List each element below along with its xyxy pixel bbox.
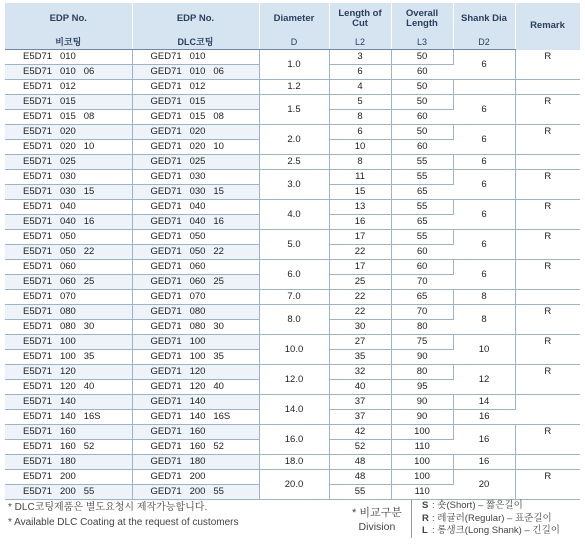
edp-cell: E5D71 020 10 (5, 140, 132, 155)
shank-dia-cell: 8 (453, 290, 515, 305)
diameter-cell: 8.0 (259, 305, 329, 335)
length-cut-cell: 22 (329, 305, 391, 320)
remark-cell: R (515, 95, 580, 125)
shank-dia-header: Shank Dia (453, 3, 515, 34)
edp-cell: E5D71 050 (5, 230, 132, 245)
legend-text: : 숏(Short) – 짧은길이 (432, 500, 523, 511)
dlc-cell: GED71 040 (132, 200, 259, 215)
dlc-cell: GED71 010 (132, 50, 259, 65)
remark-cell (515, 455, 580, 470)
diameter-cell: 14.0 (259, 395, 329, 425)
dlc-cell: GED71 200 55 (132, 485, 259, 500)
edp-cell: E5D71 050 22 (5, 245, 132, 260)
overall-length-cell: 50 (391, 95, 453, 110)
remark-cell: R (515, 335, 580, 365)
dlc-cell: GED71 180 (132, 455, 259, 470)
remark-cell: R (515, 230, 580, 260)
length-cut-cell: 30 (329, 320, 391, 335)
shank-dia-cell: 6 (453, 170, 515, 200)
overall-length-cell: 60 (391, 140, 453, 155)
shank-dia-cell: 6 (453, 200, 515, 230)
edp-cell: E5D71 012 (5, 80, 132, 95)
diameter-header: Diameter (259, 3, 329, 34)
overall-length-cell: 110 (391, 440, 453, 455)
overall-length-cell: 60 (391, 260, 453, 275)
table-row (5, 470, 580, 485)
shank-dia-cell: 6 (453, 155, 515, 170)
diameter-cell: 4.0 (259, 200, 329, 230)
diameter-cell: 5.0 (259, 230, 329, 260)
table-row (5, 155, 580, 170)
length-cut-cell: 25 (329, 275, 391, 290)
edp-cell: E5D71 120 (5, 365, 132, 380)
diameter-subheader: D (259, 34, 329, 50)
dlc-cell: GED71 160 52 (132, 440, 259, 455)
shank-dia-cell: 6 (453, 95, 515, 125)
overall-length-cell: 65 (391, 215, 453, 230)
legend-code: L (422, 525, 428, 536)
dlc-cell: GED71 080 (132, 305, 259, 320)
length-cut-cell: 17 (329, 230, 391, 245)
dlc-cell: GED71 030 (132, 170, 259, 185)
dlc-cell: GED71 015 (132, 95, 259, 110)
legend-code: S (422, 500, 429, 511)
overall-length-cell: 60 (391, 65, 453, 80)
length-cut-cell: 35 (329, 350, 391, 365)
diameter-cell: 7.0 (259, 290, 329, 305)
table-row (5, 95, 580, 110)
table-row (5, 290, 580, 305)
edp-cell: E5D71 140 16S (5, 410, 132, 425)
edp-cell: E5D71 070 (5, 290, 132, 305)
length-cut-cell: 8 (329, 155, 391, 170)
diameter-cell: 18.0 (259, 455, 329, 470)
length-cut-cell: 55 (329, 485, 391, 500)
length-cut-cell: 4 (329, 80, 391, 95)
table-row (5, 80, 580, 95)
overall-length-cell: 65 (391, 185, 453, 200)
dlc-cell: GED71 080 30 (132, 320, 259, 335)
table-row (5, 230, 580, 245)
shank-dia-cell: 12 (453, 365, 515, 395)
edp-subheader: 비코팅 (5, 34, 132, 50)
overall-length-cell: 70 (391, 275, 453, 290)
legend-item (422, 500, 560, 513)
overall-length-cell: 50 (391, 80, 453, 95)
table-row (5, 125, 580, 140)
footnote-english: * Available DLC Coating at the request of customers (8, 517, 239, 528)
length-cut-cell: 13 (329, 200, 391, 215)
dlc-header: EDP No. (132, 3, 259, 34)
table-row (5, 335, 580, 350)
edp-cell: E5D71 030 (5, 170, 132, 185)
edp-cell: E5D71 040 (5, 200, 132, 215)
dlc-cell: GED71 060 25 (132, 275, 259, 290)
dlc-cell: GED71 070 (132, 290, 259, 305)
edp-cell: E5D71 140 (5, 395, 132, 410)
table-row (5, 200, 580, 215)
overall-length-cell: 65 (391, 290, 453, 305)
remark-cell: R (515, 305, 580, 335)
division-legend (411, 500, 560, 538)
edp-cell: E5D71 015 (5, 95, 132, 110)
edp-cell: E5D71 040 16 (5, 215, 132, 230)
dlc-cell: GED71 160 (132, 425, 259, 440)
length-cut-cell: 42 (329, 425, 391, 440)
edp-cell: E5D71 200 (5, 470, 132, 485)
overall-length-subheader: L3 (391, 34, 453, 50)
table-row (5, 365, 580, 380)
edp-cell: E5D71 060 (5, 260, 132, 275)
remark-cell: R (515, 260, 580, 290)
length-cut-cell: 48 (329, 455, 391, 470)
length-cut-cell: 6 (329, 125, 391, 140)
shank-dia-cell: 6 (453, 260, 515, 290)
remark-cell (515, 155, 580, 170)
overall-length-header: Overall Length (391, 3, 453, 34)
dlc-cell: GED71 050 22 (132, 245, 259, 260)
table-row (5, 50, 580, 65)
edp-cell: E5D71 025 (5, 155, 132, 170)
diameter-cell: 2.0 (259, 125, 329, 155)
edp-header: EDP No. (5, 3, 132, 34)
diameter-cell: 16.0 (259, 425, 329, 455)
overall-length-cell: 80 (391, 365, 453, 380)
dlc-cell: GED71 020 (132, 125, 259, 140)
overall-length-cell: 90 (391, 350, 453, 365)
table-row (5, 170, 580, 185)
edp-cell: E5D71 010 06 (5, 65, 132, 80)
length-cut-cell: 10 (329, 140, 391, 155)
shank-dia-cell: 16 (453, 425, 515, 455)
diameter-cell: 12.0 (259, 365, 329, 395)
dlc-cell: GED71 060 (132, 260, 259, 275)
dlc-cell: GED71 012 (132, 80, 259, 95)
length-cut-cell: 17 (329, 260, 391, 275)
shank-dia-cell: 16 (453, 455, 515, 470)
dlc-cell: GED71 025 (132, 155, 259, 170)
shank-dia-subheader: D2 (453, 34, 515, 50)
shank-dia-cell: 6 (453, 125, 515, 155)
dlc-cell: GED71 140 16S (132, 410, 259, 425)
footnotes (8, 500, 239, 530)
table-row (5, 455, 580, 470)
diameter-cell: 6.0 (259, 260, 329, 290)
dlc-cell: GED71 015 08 (132, 110, 259, 125)
table-row (5, 260, 580, 275)
edp-cell: E5D71 030 15 (5, 185, 132, 200)
legend-text: : 레귤러(Regular) – 표준길이 (432, 512, 552, 524)
overall-length-cell: 60 (391, 110, 453, 125)
length-cut-cell: 16 (329, 215, 391, 230)
remark-cell: R (515, 425, 580, 455)
shank-dia-cell: 10 (453, 335, 515, 365)
dlc-cell: GED71 020 10 (132, 140, 259, 155)
spec-table (5, 3, 581, 500)
overall-length-cell: 55 (391, 200, 453, 215)
dlc-cell: GED71 140 (132, 395, 259, 410)
edp-cell: E5D71 010 (5, 50, 132, 65)
remark-cell: R (515, 170, 580, 200)
shank-dia-cell: 8 (453, 305, 515, 335)
remark-header: Remark (515, 3, 580, 50)
division-label-korean: * 비교구분 (352, 507, 402, 519)
length-cut-cell: 5 (329, 95, 391, 110)
remark-cell: R (515, 200, 580, 230)
length-cut-cell: 32 (329, 365, 391, 380)
dlc-cell: GED71 120 (132, 365, 259, 380)
length-cut-cell: 22 (329, 290, 391, 305)
edp-cell: E5D71 020 (5, 125, 132, 140)
length-cut-cell: 15 (329, 185, 391, 200)
dlc-cell: GED71 050 (132, 230, 259, 245)
diameter-cell: 10.0 (259, 335, 329, 365)
edp-cell: E5D71 080 (5, 305, 132, 320)
table-row (5, 305, 580, 320)
edp-cell: E5D71 060 25 (5, 275, 132, 290)
division-label-english: Division (358, 521, 396, 533)
overall-length-cell: 95 (391, 380, 453, 395)
legend-code: R (422, 512, 429, 524)
overall-length-cell: 60 (391, 245, 453, 260)
edp-cell: E5D71 180 (5, 455, 132, 470)
shank-dia-cell (453, 80, 515, 95)
edp-cell: E5D71 100 35 (5, 350, 132, 365)
dlc-cell: GED71 100 (132, 335, 259, 350)
diameter-cell: 1.2 (259, 80, 329, 95)
remark-cell: R (515, 365, 580, 395)
shank-dia-cell: 14 (453, 395, 515, 410)
remark-cell (515, 395, 580, 425)
overall-length-cell: 55 (391, 230, 453, 245)
spec-body (5, 50, 580, 500)
edp-cell: E5D71 160 (5, 425, 132, 440)
length-cut-cell: 3 (329, 50, 391, 65)
remark-cell (515, 290, 580, 305)
overall-length-cell: 70 (391, 305, 453, 320)
length-cut-cell: 37 (329, 410, 391, 425)
length-cut-cell: 48 (329, 470, 391, 485)
length-cut-cell: 6 (329, 65, 391, 80)
edp-cell: E5D71 200 55 (5, 485, 132, 500)
diameter-cell: 3.0 (259, 170, 329, 200)
edp-cell: E5D71 015 08 (5, 110, 132, 125)
overall-length-cell: 50 (391, 50, 453, 65)
diameter-cell: 1.0 (259, 50, 329, 80)
overall-length-cell: 110 (391, 485, 453, 500)
overall-length-cell: 50 (391, 125, 453, 140)
shank-dia-cell: 6 (453, 230, 515, 260)
edp-cell: E5D71 160 52 (5, 440, 132, 455)
dlc-cell: GED71 200 (132, 470, 259, 485)
legend-text: : 롱생크(Long Shank) – 긴길이 (432, 525, 560, 536)
overall-length-cell: 90 (391, 410, 453, 425)
edp-cell: E5D71 080 30 (5, 320, 132, 335)
dlc-cell: GED71 120 40 (132, 380, 259, 395)
edp-cell: E5D71 100 (5, 335, 132, 350)
overall-length-cell: 80 (391, 320, 453, 335)
remark-cell: R (515, 50, 580, 80)
diameter-cell: 2.5 (259, 155, 329, 170)
length-cut-cell: 52 (329, 440, 391, 455)
overall-length-cell: 100 (391, 425, 453, 440)
division-label (352, 506, 402, 534)
remark-cell (515, 80, 580, 95)
length-cut-cell: 8 (329, 110, 391, 125)
diameter-cell: 1.5 (259, 95, 329, 125)
shank-dia-cell: 20 (453, 470, 515, 500)
edp-cell: E5D71 120 40 (5, 380, 132, 395)
dlc-cell: GED71 010 06 (132, 65, 259, 80)
overall-length-cell: 55 (391, 170, 453, 185)
overall-length-cell: 90 (391, 395, 453, 410)
shank-dia-cell: 6 (453, 50, 515, 80)
footnote-korean: * DLC코팅제품은 별도요청시 제작가능합니다. (8, 502, 208, 513)
length-cut-cell: 37 (329, 395, 391, 410)
remark-cell: R (515, 470, 580, 500)
length-cut-cell: 22 (329, 245, 391, 260)
overall-length-cell: 100 (391, 470, 453, 485)
length-cut-cell: 27 (329, 335, 391, 350)
remark-cell: R (515, 125, 580, 155)
dlc-cell: GED71 030 15 (132, 185, 259, 200)
length-cut-cell: 11 (329, 170, 391, 185)
overall-length-cell: 55 (391, 155, 453, 170)
table-row (5, 425, 580, 440)
overall-length-cell: 100 (391, 455, 453, 470)
legend-item (422, 513, 560, 526)
length-cut-header: Length of Cut (329, 3, 391, 34)
dlc-subheader: DLC코팅 (132, 34, 259, 50)
diameter-cell: 20.0 (259, 470, 329, 500)
overall-length-cell: 75 (391, 335, 453, 350)
dlc-cell: GED71 040 16 (132, 215, 259, 230)
length-cut-subheader: L2 (329, 34, 391, 50)
table-row (5, 395, 580, 410)
length-cut-cell: 40 (329, 380, 391, 395)
dlc-cell: GED71 100 35 (132, 350, 259, 365)
legend-item (422, 525, 560, 538)
shank-dia-cell: 16 (453, 410, 515, 425)
